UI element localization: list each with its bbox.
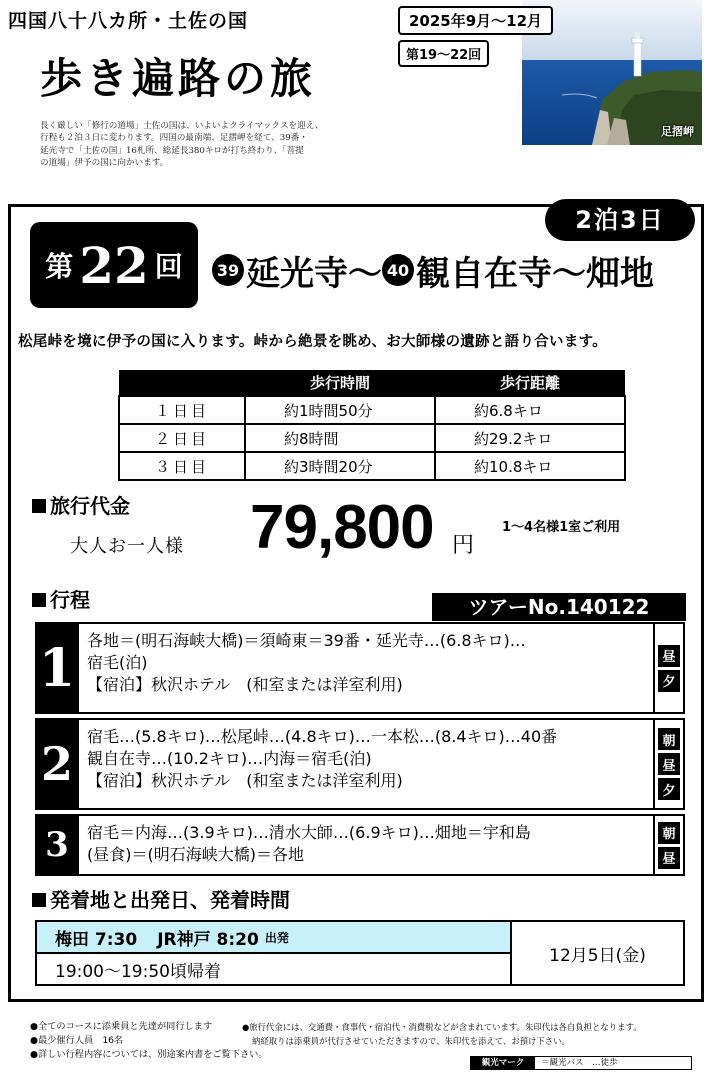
departure-date: 12月5日(金) [549,945,646,966]
episodes-badge: 第19～22回 [398,40,489,67]
departure-row [37,922,510,954]
day-line: 宿毛(泊) [87,653,148,672]
day-line: 【宿泊】秋沢ホテル (和室または洋室利用) [87,675,403,694]
meal-mark: 朝 [658,822,680,844]
price-heading [32,490,130,519]
day-number: 3 [35,814,79,876]
day-line: 【宿泊】秋沢ホテル (和室または洋室利用) [87,771,403,790]
legend-key: 観光マーク [471,1057,535,1069]
meal-mark: 夕 [658,778,680,800]
meal-marks [655,622,685,714]
table-cell-time: 約3時間20分 [245,452,435,480]
table-cell-distance: 約10.8キロ [435,452,625,480]
legend [470,1056,692,1070]
price-heading-text: 旅行代金 [50,494,130,518]
photo-caption: 足摺岬 [661,125,694,138]
departure-heading [32,884,290,913]
price-label: 大人お一人様 [70,536,184,557]
itinerary-heading-text: 行程 [50,588,90,612]
departure-label: 出発 [264,930,289,945]
itinerary-day-1 [35,622,685,714]
meal-mark: 昼 [658,847,680,869]
table-row [119,424,625,452]
footer-note: ●全てのコースに添乗員と先達が同行します [30,1021,213,1032]
episode-number-block [30,222,198,308]
table-cell-time: 約8時間 [245,424,435,452]
price-amount: 79,800 [250,493,434,562]
route-title [212,240,654,300]
table-cell-day: ２日目 [119,424,245,452]
tagline: 松尾峠を境に伊予の国に入ります。峠から絶景を眺め、お大師様の遺跡と語り合います。 [18,334,608,350]
temple-number-badge: 40 [382,254,414,286]
episode-prefix: 第 [45,250,74,283]
walking-table-header [119,370,625,396]
day-number: 2 [35,718,79,810]
period-badge: 2025年9月～12月 [398,6,553,35]
intro-line: の道場」伊予の国に向かいます。 [40,158,169,169]
day-line: (昼食)＝(明石海峡大橋)＝各地 [87,845,304,864]
legend-value: ＝観光バス …徒歩 [541,1058,618,1068]
footer-notes [30,1020,268,1062]
departure-kobe: JR神戸 8:20 [157,929,259,950]
day-line: 宿毛…(5.8キロ)…松尾峠…(4.8キロ)…一本松…(8.4キロ)…40番 [87,727,558,746]
duration-badge: 2泊3日 [545,199,695,241]
meal-mark: 昼 [658,645,680,667]
header-walk-distance: 歩行距離 [435,370,625,396]
itinerary-heading [32,584,90,613]
header-day [119,370,245,396]
day-line: 観自在寺…(10.2キロ)…内海＝宿毛(泊) [87,749,372,768]
table-cell-distance: 約6.8キロ [435,396,625,424]
day-line: 各地＝(明石海峡大橋)＝須崎東＝39番・延光寺…(6.8キロ)… [87,631,526,650]
square-bullet-icon [32,593,46,607]
footer-price-notes [242,1020,642,1048]
itinerary-day-2 [35,718,685,810]
intro-line: 延光寺で「土佐の国」16札所、総延長380キロが打ち終わり、「菩提 [40,145,304,156]
footer-note: ●旅行代金には、交通費・食事代・宿泊代・消費税などが含まれています。朱印代は各自負担となります。 [242,1022,642,1032]
price-note: 1～4名様1室ご利用 [502,520,621,535]
intro-line: 長く厳しい「修行の道場」土佐の国は、いよいよクライマックスを迎え、 [40,121,324,131]
table-cell-distance: 約29.2キロ [435,424,625,452]
intro-line: 行程も２泊３日に変わります。四国の最南端、足摺岬を経て、39番・ [40,133,308,144]
episode-number: 22 [79,235,149,295]
departure-times [37,922,512,984]
route-temple-2: 観自在寺～畑地 [416,253,654,294]
day-details [79,718,655,810]
departure-box [35,920,685,986]
table-cell-time: 約1時間50分 [245,396,435,424]
table-row [119,452,625,480]
meal-marks [655,718,685,810]
return-time: 19:00～19:50頃帰着 [55,961,221,982]
intro-text [40,120,370,170]
price-unit: 円 [452,533,475,558]
footer-note: ●詳しい行程内容については、別途案内書をご覧下さい。 [30,1049,268,1060]
series-title: 四国八十八カ所・土佐の国 [8,10,249,32]
route-temple-1: 延光寺～ [246,253,382,294]
main-title: 歩き遍路の旅 [40,54,317,103]
square-bullet-icon [32,893,46,907]
day-details [79,622,655,714]
footer-note: 納経取りは添乗員が代行させていただきますので、朱印代を添えて、お預け下さい。 [252,1036,570,1046]
header-walk-time: 歩行時間 [245,370,435,396]
departure-umeda: 梅田 7:30 [55,929,138,950]
table-cell-day: ３日目 [119,452,245,480]
temple-number-badge: 39 [212,254,244,286]
footer-note: ●最少催行人員 16名 [30,1035,124,1046]
meal-mark: 夕 [658,670,680,692]
meal-marks [655,814,685,876]
meal-mark: 昼 [658,753,680,775]
day-line: 宿毛＝内海…(3.9キロ)…清水大師…(6.9キロ)…畑地＝宇和島 [87,823,531,842]
table-cell-day: １日目 [119,396,245,424]
square-bullet-icon [32,499,46,513]
episode-suffix: 回 [154,250,183,283]
meal-mark: 朝 [658,728,680,750]
day-number: 1 [35,622,79,714]
tour-number: ツアーNo.140122 [432,593,686,621]
itinerary-day-3 [35,814,685,876]
day-details [79,814,655,876]
table-row [119,396,625,424]
walking-table [118,370,626,481]
departure-heading-text: 発着地と出発日、発着時間 [50,888,290,912]
